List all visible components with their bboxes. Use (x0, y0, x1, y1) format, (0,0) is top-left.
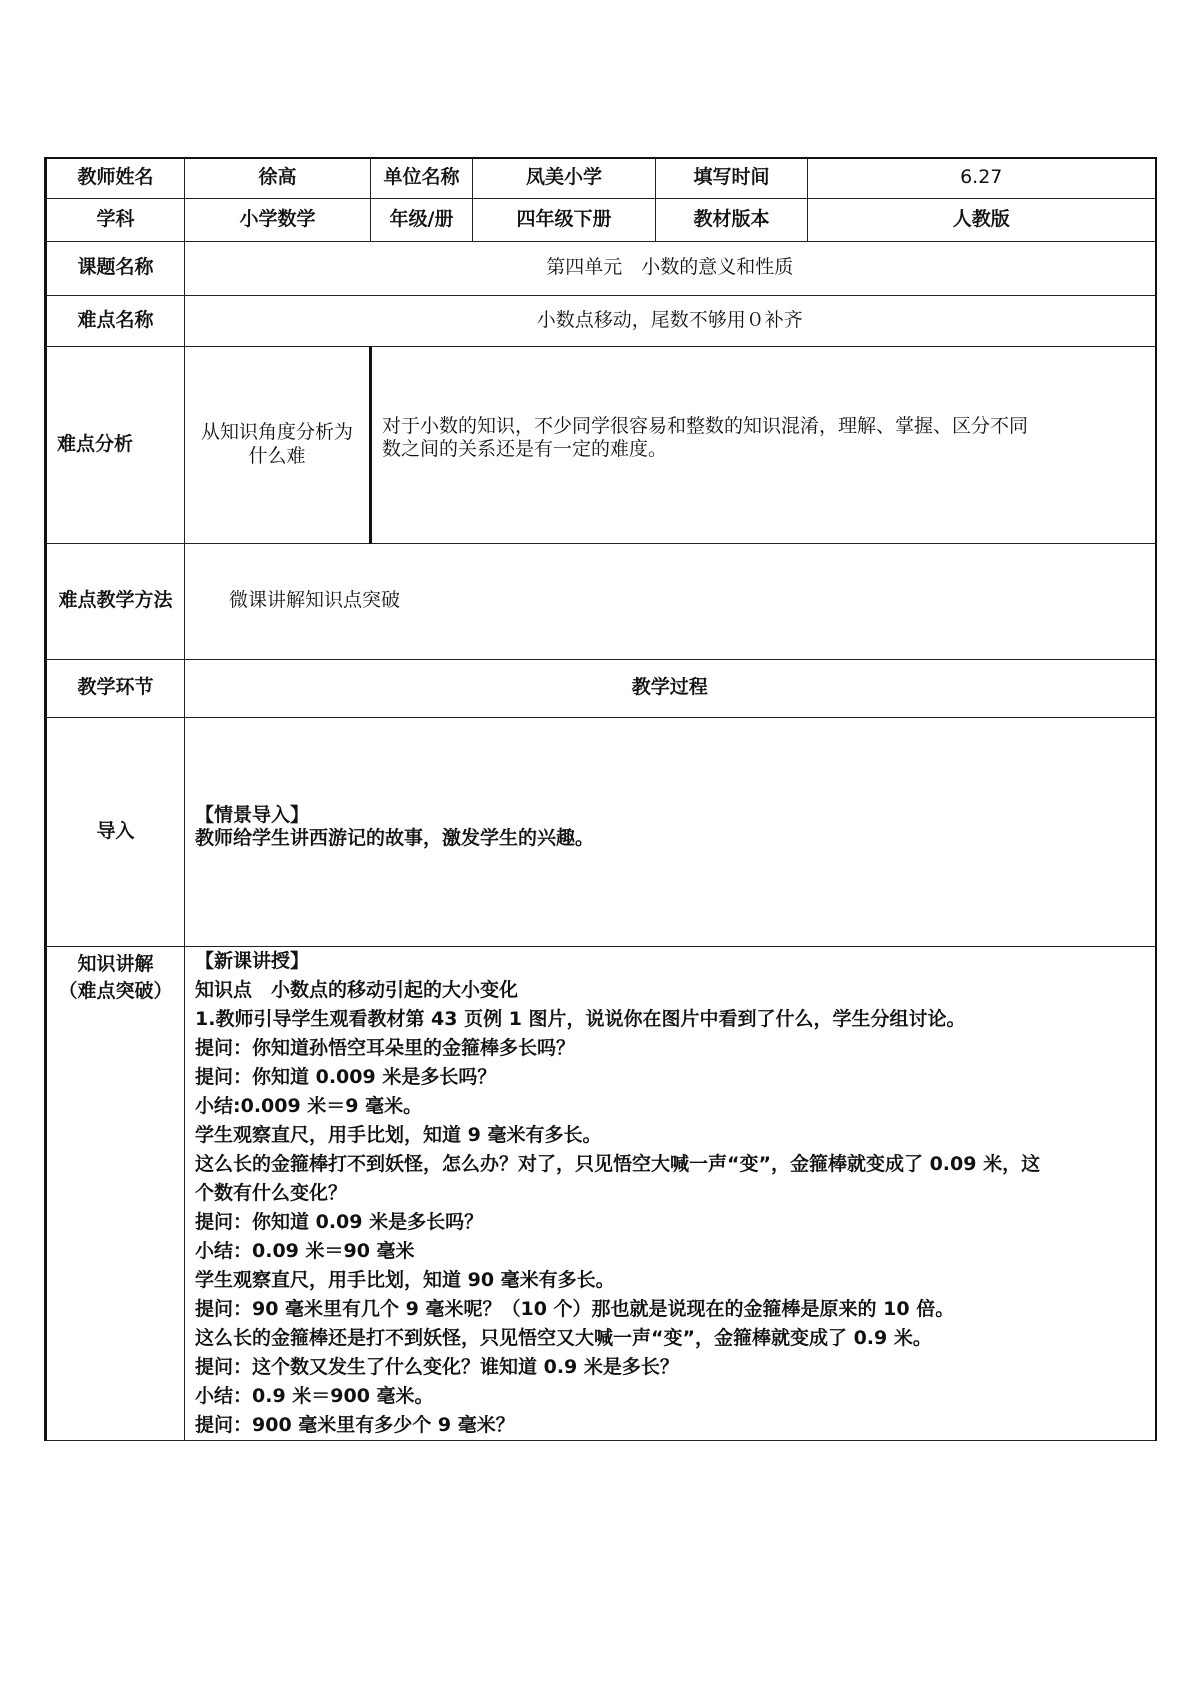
knowledge-line: 提问：你知道 0.09 米是多长吗？ (195, 1210, 484, 1233)
analysis-text-line2: 数之间的关系还是有一定的难度。 (382, 438, 668, 461)
knowledge-line: 学生观察直尺，用手比划，知道 9 毫米有多长。 (195, 1123, 602, 1146)
knowledge-line: 【新课讲授】 (195, 949, 310, 972)
knowledge-line: 小结：0.09 米＝90 毫米 (195, 1239, 415, 1262)
intro-content (185, 717, 1156, 946)
analysis-text-line1: 对于小数的知识，不少同学很容易和整数的知识混淆，理解、掌握、区分不同 (382, 414, 1029, 437)
textbook-value: 人教版 (808, 198, 1156, 241)
method-value: 微课讲解知识点突破 (185, 543, 1156, 659)
knowledge-line: 1.教师引导学生观看教材第 43 页例 1 图片，说说你在图片中看到了什么，学生分组讨论。 (195, 1007, 966, 1030)
process-title: 教学过程 (185, 659, 1156, 717)
topic-value: 第四单元 小数的意义和性质 (185, 241, 1156, 295)
analysis-sub-label-line2: 什么难 (248, 444, 306, 467)
header-row-1 (46, 158, 1156, 198)
intro-label: 导入 (46, 717, 185, 946)
date-label: 填写时间 (656, 158, 808, 198)
knowledge-line: 提问：这个数又发生了什么变化？谁知道 0.9 米是多长？ (195, 1355, 679, 1378)
analysis-row (46, 346, 1156, 543)
process-header-row (46, 659, 1156, 717)
knowledge-label-line2: （难点突破） (58, 979, 173, 1002)
textbook-label: 教材版本 (656, 198, 808, 241)
knowledge-line: 小结:0.009 米＝9 毫米。 (195, 1094, 423, 1117)
knowledge-line: 提问：90 毫米里有几个 9 毫米呢？（10 个）那也就是说现在的金箍棒是原来的 10 倍。 (195, 1297, 955, 1320)
knowledge-label-line1: 知识讲解 (77, 952, 154, 975)
subject-value: 小学数学 (185, 198, 371, 241)
knowledge-line: 小结：0.9 米＝900 毫米。 (195, 1384, 434, 1407)
knowledge-row (46, 946, 1156, 1440)
knowledge-line: 个数有什么变化？ (195, 1181, 348, 1204)
knowledge-content (185, 946, 1156, 1440)
knowledge-label (46, 946, 185, 1440)
difficulty-row (46, 295, 1156, 346)
analysis-sub-label-line1: 从知识角度分析为 (200, 420, 353, 443)
knowledge-line: 知识点 小数点的移动引起的大小变化 (195, 978, 519, 1001)
lesson-plan-table (44, 157, 1157, 1441)
difficulty-value: 小数点移动，尾数不够用０补齐 (185, 295, 1156, 346)
topic-label: 课题名称 (46, 241, 185, 295)
intro-row (46, 717, 1156, 946)
knowledge-line: 提问：900 毫米里有多少个 9 毫米？ (195, 1413, 515, 1436)
knowledge-line: 提问：你知道 0.009 米是多长吗？ (195, 1065, 497, 1088)
difficulty-label: 难点名称 (46, 295, 185, 346)
intro-text: 教师给学生讲西游记的故事，激发学生的兴趣。 (195, 827, 595, 850)
teacher-name-label: 教师姓名 (46, 158, 185, 198)
topic-row (46, 241, 1156, 295)
knowledge-line: 学生观察直尺，用手比划，知道 90 毫米有多长。 (195, 1268, 615, 1291)
knowledge-line: 提问：你知道孙悟空耳朵里的金箍棒多长吗？ (195, 1036, 576, 1059)
teacher-name-value: 徐高 (185, 158, 371, 198)
school-value: 凤美小学 (473, 158, 656, 198)
school-label: 单位名称 (371, 158, 473, 198)
grade-label: 年级/册 (371, 198, 473, 241)
analysis-label: 难点分析 (46, 346, 185, 543)
process-stage-label: 教学环节 (46, 659, 185, 717)
method-row (46, 543, 1156, 659)
analysis-sub-label (185, 346, 371, 543)
subject-label: 学科 (46, 198, 185, 241)
date-value: 6.27 (808, 158, 1156, 198)
analysis-text (371, 346, 1156, 543)
intro-heading: 【情景导入】 (195, 803, 310, 826)
knowledge-line: 这么长的金箍棒还是打不到妖怪，只见悟空又大喊一声“变”，金箍棒就变成了 0.9 米。 (195, 1326, 932, 1349)
method-label: 难点教学方法 (46, 543, 185, 659)
header-row-2 (46, 198, 1156, 241)
knowledge-line: 这么长的金箍棒打不到妖怪，怎么办？对了，只见悟空大喊一声“变”，金箍棒就变成了 0.09 米，这 (195, 1152, 1041, 1175)
grade-value: 四年级下册 (473, 198, 656, 241)
knowledge-lines (195, 947, 1145, 1440)
